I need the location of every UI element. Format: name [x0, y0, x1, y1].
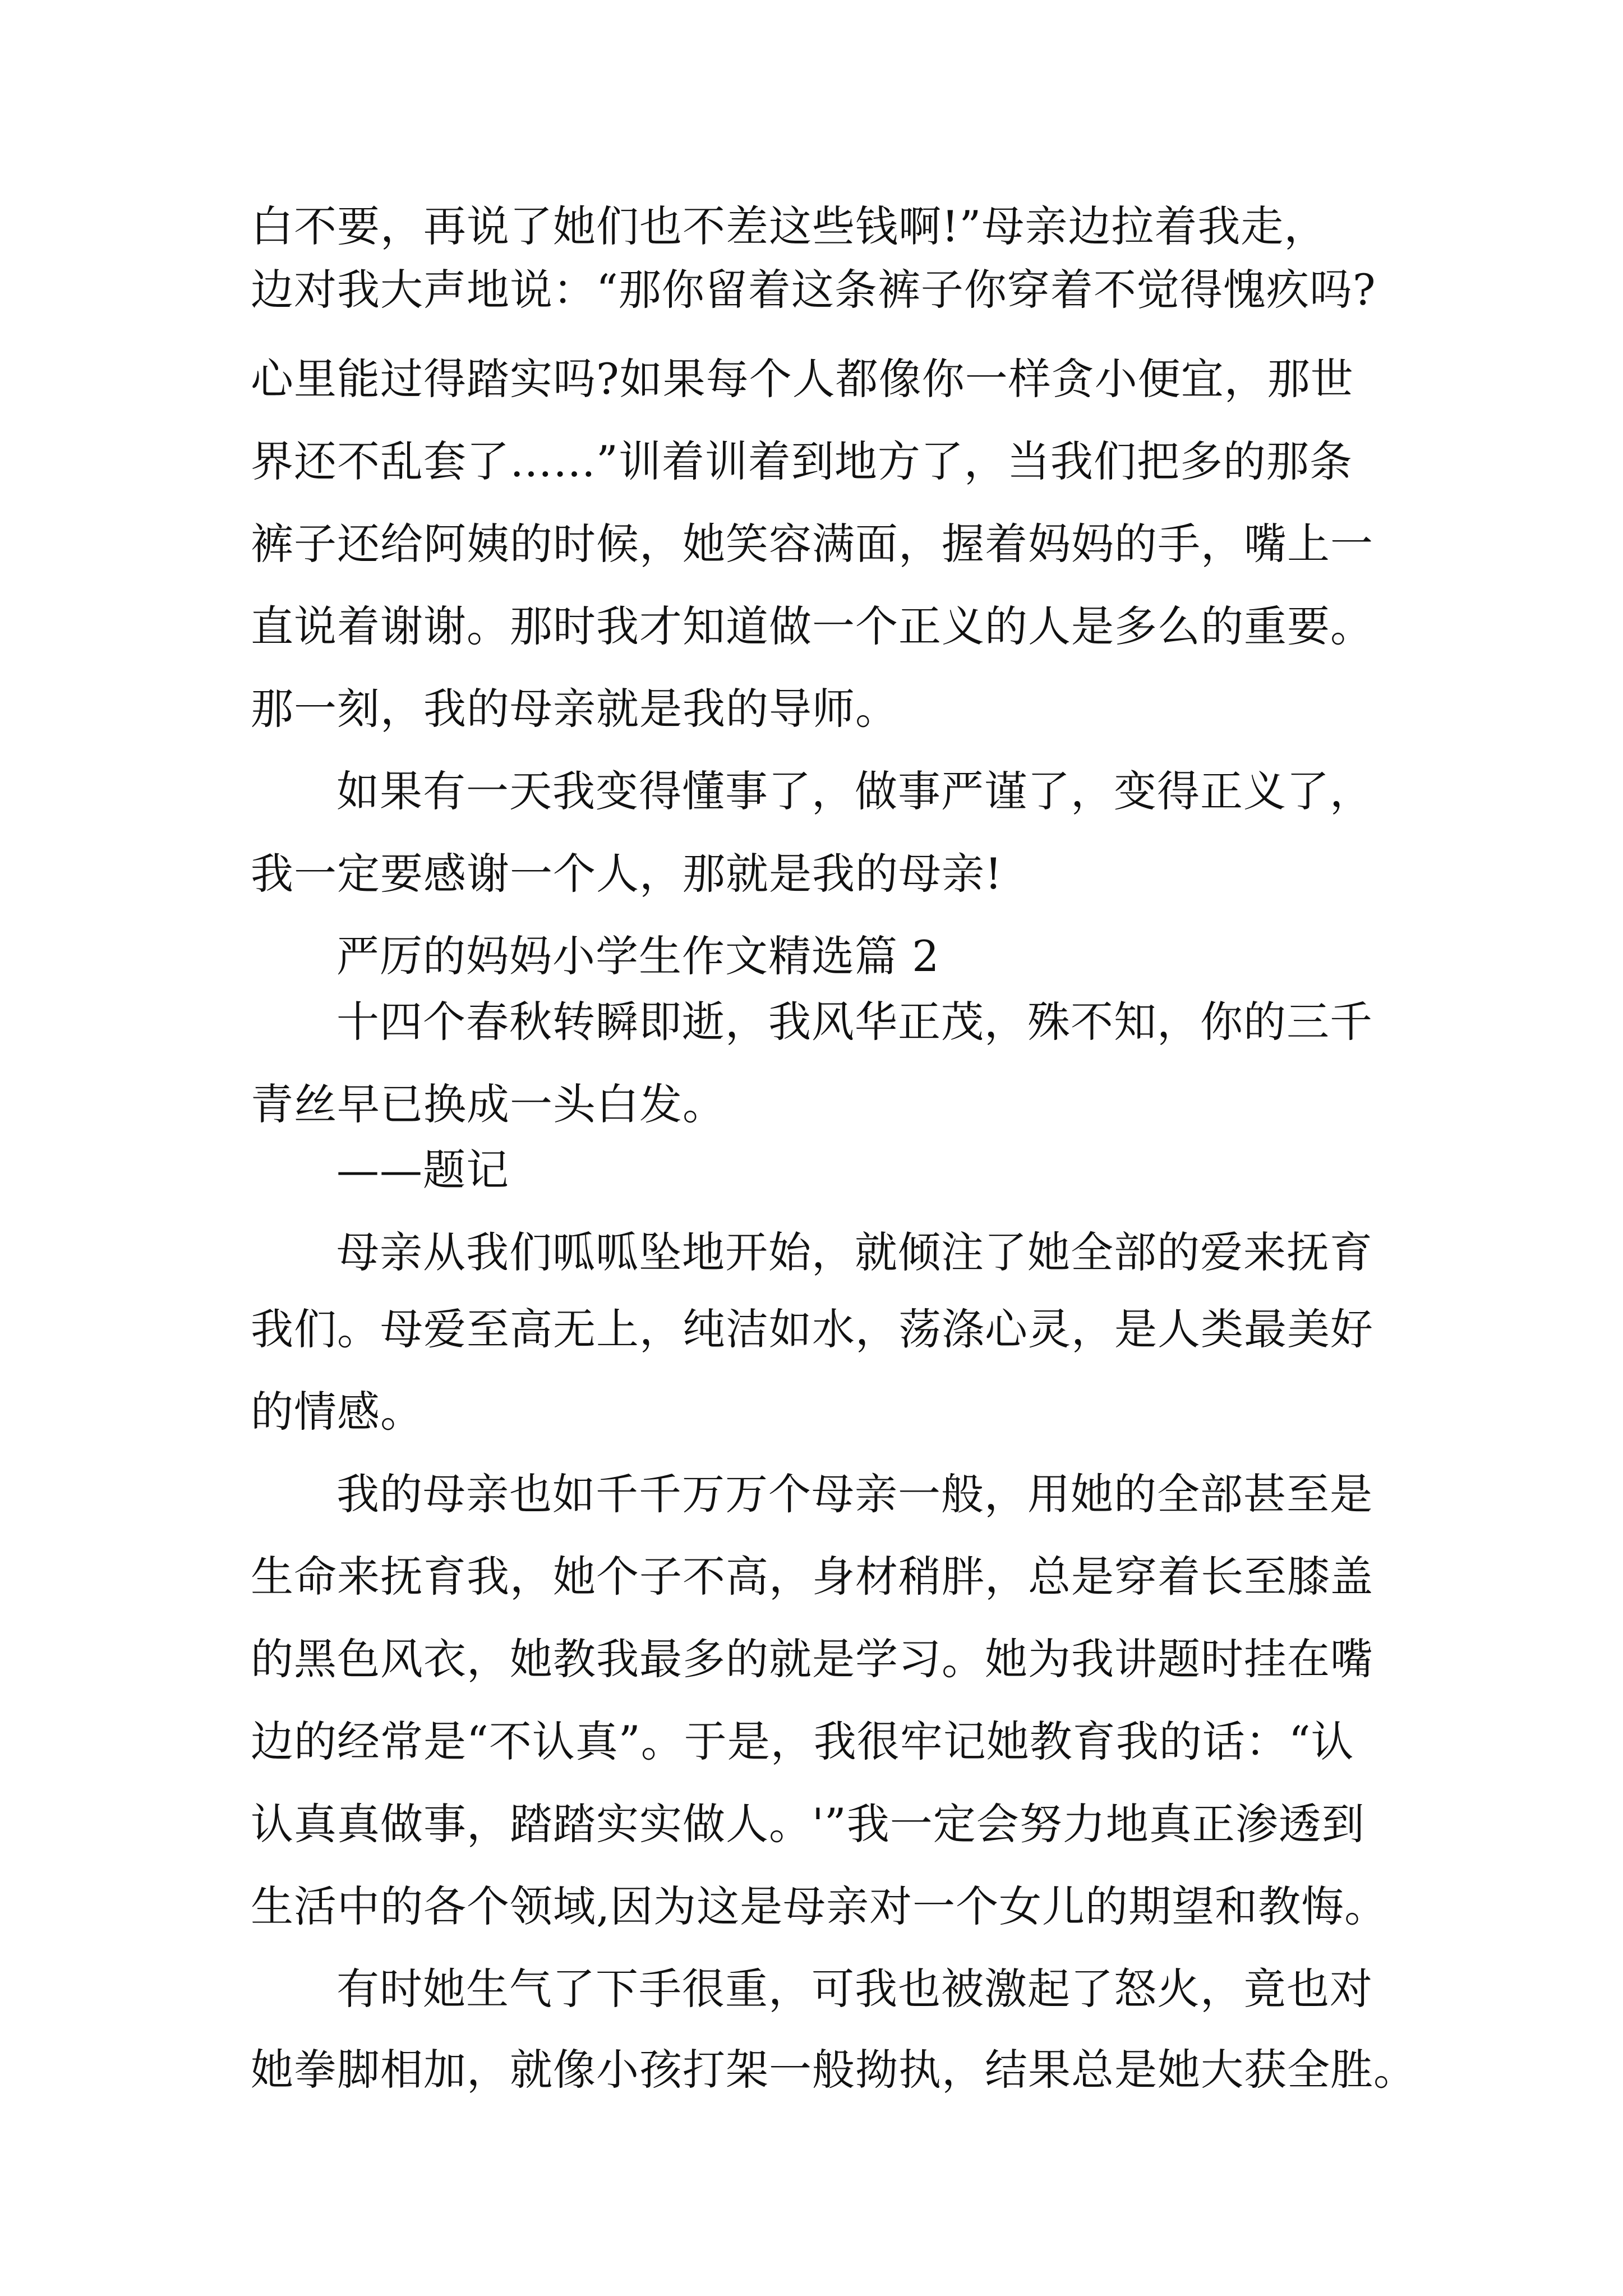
text-line: 白不要，再说了她们也不差这些钱啊!”母亲边拉着我走， [251, 201, 1327, 251]
text-line: 直说着谢谢。那时我才知道做一个正义的人是多么的重要。 [251, 601, 1373, 651]
epigraph-note: ——题记 [336, 1145, 509, 1195]
text-line: 她拳脚相加，就像小孩打架一般拗执，结果总是她大获全胜。 [251, 2045, 1417, 2095]
text-line: 的黑色风衣，她教我最多的就是学习。她为我讲题时挂在嘴 [251, 1634, 1373, 1684]
text-line: 界还不乱套了……”训着训着到地方了，当我们把多的那条 [251, 436, 1353, 486]
text-line: 十四个春秋转瞬即逝，我风华正茂，殊不知，你的三千 [336, 997, 1373, 1047]
text-line: 那一刻，我的母亲就是我的导师。 [251, 684, 898, 734]
text-line: 边对我大声地说：“那你留着这条裤子你穿着不觉得愧疚吗? [251, 265, 1376, 315]
text-line: 的情感。 [251, 1387, 423, 1437]
text-line: 认真真做事，踏踏实实做人。'”我一定会努力地真正渗透到 [251, 1799, 1365, 1849]
text-line: 边的经常是“不认真”。于是，我很牢记她教育我的话：“认 [251, 1717, 1354, 1766]
text-line: 裤子还给阿姨的时候，她笑容满面，握着妈妈的手，嘴上一 [251, 519, 1373, 569]
text-line: 我的母亲也如千千万万个母亲一般，用她的全部甚至是 [336, 1469, 1373, 1519]
text-line: 生命来抚育我，她个子不高，身材稍胖，总是穿着长至膝盖 [251, 1552, 1373, 1602]
text-line: 心里能过得踏实吗?如果每个人都像你一样贪小便宜，那世 [251, 354, 1354, 404]
text-line: 母亲从我们呱呱坠地开始，就倾注了她全部的爱来抚育 [336, 1227, 1373, 1277]
text-line: 我一定要感谢一个人，那就是我的母亲! [251, 849, 1003, 899]
text-line: 青丝早已换成一头白发。 [251, 1079, 726, 1129]
text-line: 有时她生气了下手很重，可我也被激起了怒火，竟也对 [336, 1964, 1373, 2014]
text-line: 如果有一天我变得懂事了，做事严谨了，变得正义了， [336, 766, 1373, 816]
section-heading: 严厉的妈妈小学生作文精选篇 2 [336, 931, 940, 981]
text-line: 生活中的各个领域,因为这是母亲对一个女儿的期望和教悔。 [251, 1881, 1388, 1931]
text-line: 我们。母爱至高无上，纯洁如水，荡涤心灵，是人类最美好 [251, 1304, 1373, 1354]
